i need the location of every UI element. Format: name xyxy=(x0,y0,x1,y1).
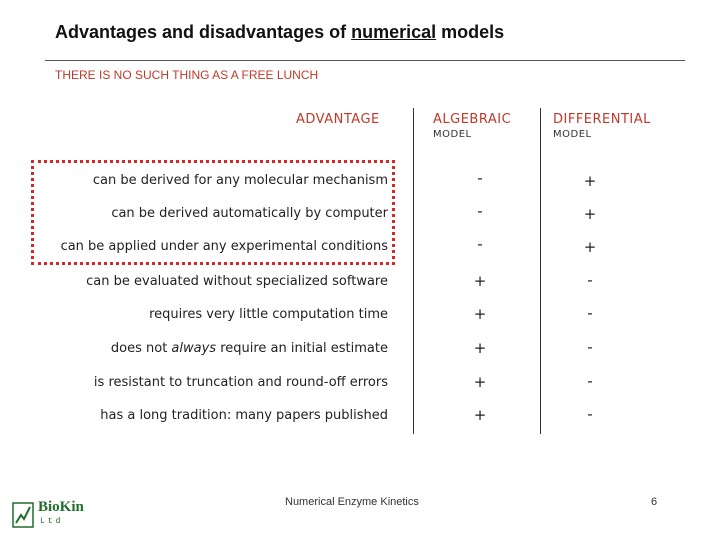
row-label: requires very little computation time xyxy=(149,307,388,322)
row-label xyxy=(111,341,388,356)
title-underlined-word: numerical xyxy=(351,22,437,42)
differential-value: - xyxy=(587,338,593,356)
differential-value: - xyxy=(587,271,593,289)
slide-subtitle: THERE IS NO SUCH THING AS A FREE LUNCH xyxy=(55,68,319,82)
differential-value: - xyxy=(587,372,593,390)
title-divider xyxy=(45,60,685,61)
row-label: has a long tradition: many papers published xyxy=(100,408,388,423)
differential-value: + xyxy=(583,238,597,256)
footer-text: Numerical Enzyme Kinetics xyxy=(285,496,419,508)
algebraic-value: + xyxy=(473,406,487,424)
title-text-part2: models xyxy=(436,22,505,42)
logo-subtext: Ltd xyxy=(40,517,64,526)
algebraic-value: + xyxy=(473,373,487,391)
column-divider-left xyxy=(413,108,414,434)
algebraic-value: - xyxy=(477,235,483,253)
differential-value: + xyxy=(583,172,597,190)
differential-value: + xyxy=(583,205,597,223)
header-differential: DIFFERENTIAL xyxy=(553,112,651,127)
slide-title xyxy=(55,22,504,43)
row-label: can be applied under any experimental conditions xyxy=(60,239,388,254)
header-algebraic-sub: MODEL xyxy=(433,129,472,140)
differential-value: - xyxy=(587,304,593,322)
algebraic-value: - xyxy=(477,169,483,187)
header-differential-sub: MODEL xyxy=(553,129,592,140)
header-advantage: ADVANTAGE xyxy=(296,112,380,127)
row-label-part1: does not xyxy=(110,341,172,356)
algebraic-value: - xyxy=(477,202,483,220)
row-label-part2: require an initial estimate xyxy=(216,341,388,356)
differential-value: - xyxy=(587,405,593,423)
column-divider-right xyxy=(540,108,541,434)
row-label: can be derived automatically by computer xyxy=(111,206,388,221)
logo-frame xyxy=(13,503,33,527)
algebraic-value: + xyxy=(473,305,487,323)
row-label: can be derived for any molecular mechanism xyxy=(92,173,388,188)
title-text-part1: Advantages and disadvantages of xyxy=(55,22,352,42)
page-number: 6 xyxy=(651,496,658,508)
algebraic-value: + xyxy=(473,339,487,357)
row-label-italic: always xyxy=(171,341,217,356)
algebraic-value: + xyxy=(473,272,487,290)
row-label: can be evaluated without specialized software xyxy=(86,274,388,289)
header-algebraic: ALGEBRAIC xyxy=(433,112,512,127)
row-label: is resistant to truncation and round-off errors xyxy=(93,375,388,390)
logo-text: BioKin xyxy=(38,499,84,515)
